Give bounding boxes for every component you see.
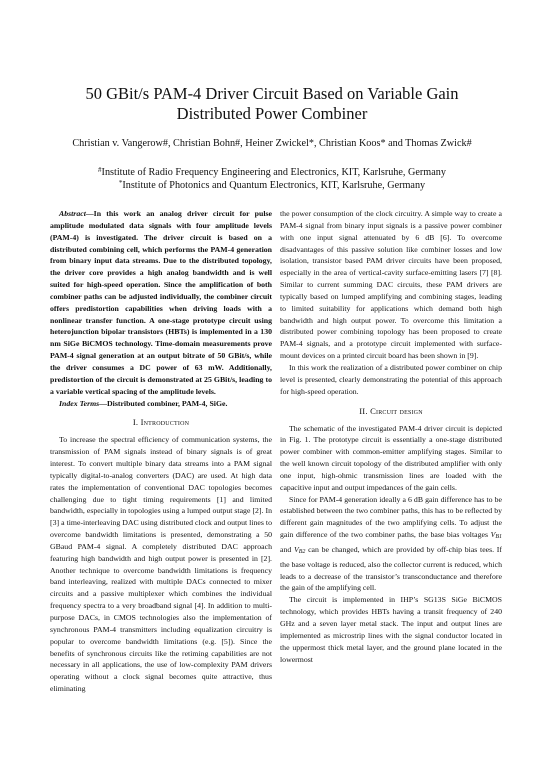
affiliation-1-mark: # [98, 166, 102, 174]
affiliation-2 [20, 177, 524, 192]
voltage-vb2 [294, 545, 305, 554]
section-1-heading: I. Introduction [132, 417, 190, 428]
abstract-lead: Abstract— [59, 209, 94, 218]
affiliation-2-mark: * [118, 179, 123, 187]
title-line-2: Distributed Power Combiner [176, 104, 368, 123]
index-terms-text: Distributed combiner, PAM-4, SiGe. [107, 398, 228, 408]
title-line-1: 50 GBit/s PAM-4 Driver Circuit Based on Variable Gain [85, 84, 459, 103]
right-column [280, 208, 502, 665]
section-2-paragraph-1: The schematic of the investigated PAM-4 driver circuit is depicted in Fig. 1. The prototype circuit is essentially a one-stage distributed power combiner with common-emitter amplifying stages. Similar to the well known circuit topology of the distributed amplifier with only one input, high-ohmic transmission lines are loaded with the capacitive input and output impedances of the gain cells. [280, 423, 502, 492]
section-1-paragraph-2: In this work the realization of a distributed power combiner on chip level is presented, clearly demonstrating the potential of this approach for high-speed operation. [280, 362, 502, 396]
section-2-paragraph-3: The circuit is implemented in IHP’s SG13S SiGe BiCMOS technology, which provides HBTs having a transit frequency of 240 GHz and a seven layer metal stack. The input and output lines are implemented as microstrip lines with the signal conductor located in the uppermost thick metal layer, and the ground plane located in the lowermost [280, 595, 502, 664]
index-terms [50, 398, 272, 410]
conjunction-and: and [280, 544, 294, 554]
abstract-text: In this work an analog driver circuit for pulse amplitude modulated data signals with four amplitude levels (PAM-4) is investigated. The driver circuit is based on a distributed combining cell, which performs the PAM-4 generation from binary input data streams. Due to the distributed topology, the driver core provides a high analog bandwidth and is well suited for high-speed operation. Since the amplification of both combiner paths can be adjusted individually, the combiner circuit offers predistortion capabilities when driving loads with a nonlinear transfer function. A one-stage prototype circuit using heterojunction bipolar transistors (HBTs) is implemented in a 130 nm SiGe BiCMOS technology. Time-domain measurements prove PAM-4 signal generation at an output bitrate of 50 GBit/s, while the driver consumes a DC power of 63 mW. Additionally, predistortion of the circuit is demonstrated at 25 GBit/s, leading to a variable vertical spacing of the amplitude levels. [50, 209, 272, 396]
index-terms-lead: Index Terms— [59, 398, 108, 408]
section-2-paragraph-2-start: Since for PAM-4 generation ideally a 6 dB gain difference has to be established between the two combiner paths, this has to be reflected by different gain magnitudes of the two amplifying cells. To adjust the gain difference of the two combiner paths, the base bias voltages [280, 494, 502, 540]
author-list: Christian v. Vangerow#, Christian Bohn#, Heiner Zwickel*, Christian Koos* and Thomas Zwick# [72, 138, 472, 149]
paper-title [40, 84, 504, 124]
voltage-vb1-symbol: V [490, 530, 496, 540]
left-column [50, 208, 272, 695]
voltage-vb2-subscript: B2 [298, 548, 306, 555]
affiliation-2-text: Institute of Photonics and Quantum Electronics, KIT, Karlsruhe, Germany [122, 180, 426, 191]
affiliation-1-text: Institute of Radio Frequency Engineering and Electronics, KIT, Karlsruhe, Germany [101, 167, 446, 178]
section-1-paragraph-1: To increase the spectral efficiency of communication systems, the transmission of PAM signals instead of binary signals is of great interest. To convert multiple binary data streams into a PAM signal typically digital-to-analog converters (DAC) are used. At high data rates the implementation of conventional DAC topologies becomes challenging due to tight timing requirements [1] and limited bandwidth, especially in topologies using a lumped output stage [2]. In [3] a time-interleaving DAC using distributed clock and output lines to overcome bandwidth limitations is presented, demonstrating a 50 GBaud PAM-4 signal. A completely distributed DAC approach featuring high bandwidth and high output power is presented in [2]. Another technique to overcome bandwidth limitations is frequency band interleaving, realized with multiple DACs connected to mixer circuits and a passive multiplexer which combines the individual frequency spectra to a very broadband signal [4]. In addition to multi-purpose DACs, in CMOS technologies also the implementation of synchronous PAM-4 transmitters including equalization circuitry is popular to overcome bandwidth limitations (e.g. [5]). Since the benefits of synchronous circuits like the retiming capabilities are not necessary in all applications, the use of low-complexity PAM drivers operating without a clock signal becomes quite attractive, thus eliminating [50, 435, 272, 694]
section-2-paragraph-2 [280, 494, 502, 595]
voltage-vb1 [491, 530, 502, 539]
voltage-vb1-subscript: B1 [495, 534, 502, 541]
section-2-paragraph-2-end: can be changed, which are provided by off-chip bias tees. If the base voltage is reduced, also the collector current is reduced, which leads to a decrease of the transistor’s transconductance and therefore the gain of the amplifying cell. [280, 544, 502, 593]
abstract [50, 208, 272, 398]
voltage-vb2-symbol: V [293, 544, 299, 554]
section-2-heading: II. Circuit design [359, 405, 423, 416]
section-1-paragraph-1-continued: the power consumption of the clock circuitry. A simple way to create a PAM-4 signal from binary input signals is a passive power combiner with one input signal attenuated by 6 dB [6]. To overcome disadvantages of this passive solution like combiner losses and low isolation, transistor based PAM driver circuits have been proposed, especially in the area of vertical-cavity surface-emitting lasers [7] [8]. Similar to current summing DAC circuits, these PAM drivers are typically based on lumped amplifying and combining stages, leading to limited suitability for applications which demand both high bandwidth and high output power. To overcome this limitation a distributed power combining topology has been proposed to create PAM-4 signals, and a prototype circuit implemented with surface-mount devices on a printed circuit board has been shown in [9]. [280, 209, 502, 361]
